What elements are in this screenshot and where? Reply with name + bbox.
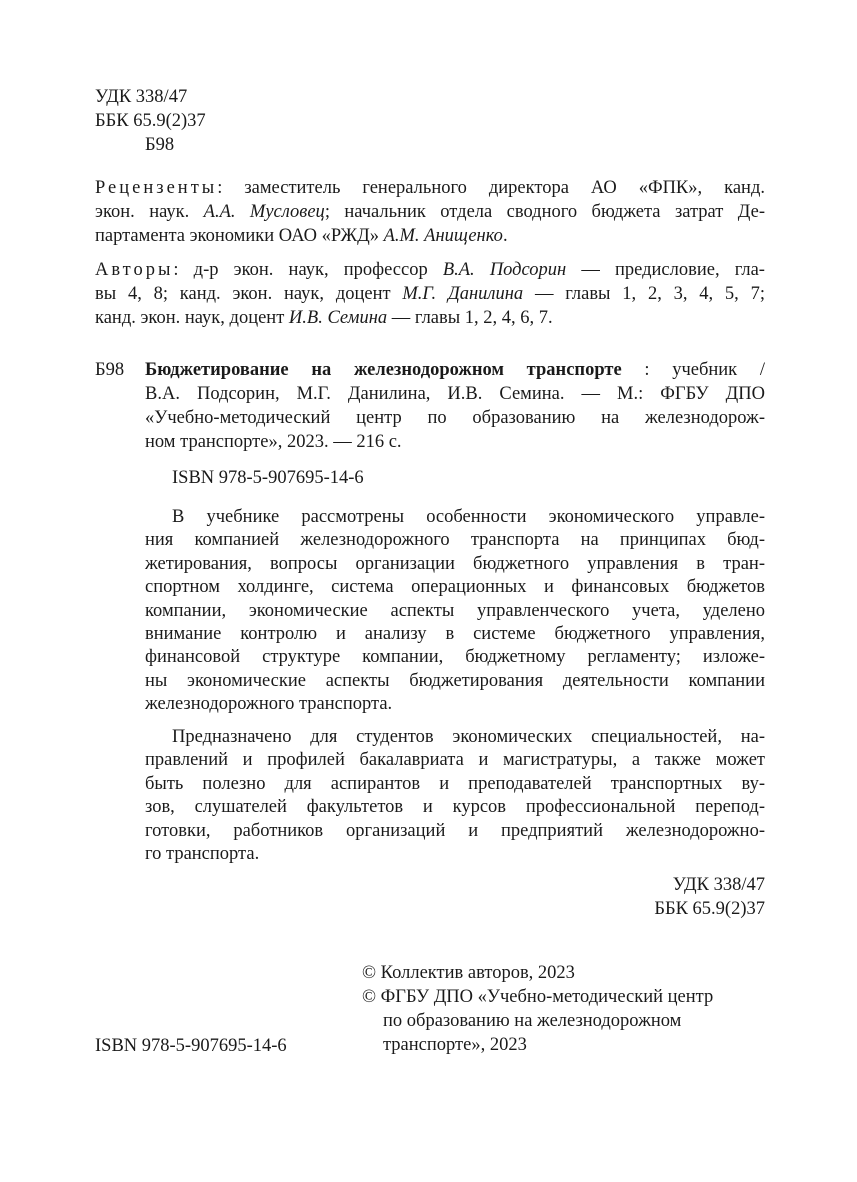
text-line (95, 258, 765, 282)
text-line (145, 726, 765, 749)
person-name: А.А. Мусловец (203, 202, 325, 222)
text-segment: внимание контролю и анализу в системе бюджетного управления, (145, 623, 765, 644)
text-line (145, 646, 765, 669)
abstract-paragraph (145, 506, 765, 717)
person-name: И.В. Семина (288, 308, 388, 328)
text-line (145, 623, 765, 646)
copyright-authors: © Коллектив авторов, 2023 (362, 963, 575, 983)
text-line (145, 796, 765, 819)
text-segment: В.А. Подсорин, М.Г. Данилина, И.В. Семина. — М.: ФГБУ ДПО (145, 384, 765, 404)
audience-paragraph (145, 726, 765, 866)
reviewers-paragraph (95, 176, 765, 248)
text-segment: : учебник / (621, 360, 766, 380)
text-segment: партамента экономики ОАО «РЖД» (95, 226, 384, 246)
section-label: Авторы (95, 260, 174, 280)
text-line (145, 406, 765, 430)
text-segment: — главы 1, 2, 4, 6, 7. (387, 308, 553, 328)
catalog-mark (95, 358, 124, 382)
book-title: Бюджетирование на железнодорожном транспорте (145, 360, 622, 380)
udk-code: УДК 338/47 (95, 87, 188, 107)
text-line (145, 553, 765, 576)
text-segment: ния компанией железнодорожного транспорта на принципах бюд- (145, 530, 765, 551)
text-line (145, 670, 765, 693)
text-segment: — предисловие, гла- (566, 260, 765, 280)
text-segment: быть полезно для аспирантов и преподавателей транспортных ву- (145, 773, 765, 794)
author-mark: Б98 (145, 135, 175, 155)
text-segment: Предназначено для студентов экономических специальностей, на- (172, 727, 765, 747)
text-segment: го транспорта. (145, 843, 260, 864)
copyright-publisher-cont: по образованию на железнодорожном (383, 1011, 682, 1031)
text-segment: экон. наук. (95, 202, 204, 222)
text-segment: ном транспорте», 2023. — 216 с. (145, 432, 402, 452)
catalog-isbn: ISBN 978-5-907695-14-6 (172, 468, 364, 488)
text-segment: . (502, 226, 508, 246)
text-segment: — главы 1, 2, 3, 4, 5, 7; (523, 284, 765, 304)
text-segment: канд. экон. наук, доцент (95, 308, 289, 328)
classification-header (95, 85, 206, 157)
text-segment: «Учебно-методический центр по образованию на железнодорож- (145, 408, 765, 428)
section-label: Рецензенты (95, 178, 218, 198)
text-segment: спортном холдинге, система операционных и финансовых бюджетов (145, 577, 765, 598)
text-line (145, 843, 765, 866)
text-segment: правлений и профилей бакалавриата и магистратуры, а также может (145, 750, 765, 771)
text-segment: ны экономические аспекты бюджетирования деятельности компании (145, 670, 765, 691)
text-line (145, 358, 765, 382)
text-line (145, 529, 765, 552)
copyright-block (362, 961, 713, 1057)
text-line (95, 282, 765, 306)
text-line (145, 600, 765, 623)
text-segment: финансовой структуре компании, бюджетному регламенту; изложе- (145, 647, 765, 668)
text-segment: зов, слушателей факультетов и курсов профессиональной перепод- (145, 797, 765, 818)
text-segment: : заместитель генерального директора АО «ФПК», канд. (217, 178, 765, 198)
text-segment: : д-р экон. наук, профессор (173, 260, 443, 280)
text-segment: В учебнике рассмотрены особенности экономического управле- (172, 507, 765, 527)
text-segment: готовки, работников организаций и предприятий железнодорожно- (145, 820, 765, 841)
text-segment: компании, экономические аспекты управленческого учета, уделено (145, 600, 765, 621)
footer-isbn-block (95, 1034, 287, 1058)
text-segment: вы 4, 8; канд. экон. наук, доцент (95, 284, 403, 304)
person-name: А.М. Анищенко (383, 226, 503, 246)
catalog-isbn-block (172, 466, 364, 490)
text-line (95, 176, 765, 200)
text-line (145, 506, 765, 529)
authors-paragraph (95, 258, 765, 330)
copyright-publisher-cont: транспорте», 2023 (383, 1035, 527, 1055)
catalog-entry (145, 358, 765, 454)
text-line (95, 200, 765, 224)
text-line (145, 576, 765, 599)
text-segment: жетирования, вопросы организации бюджетного управления в тран- (145, 553, 765, 574)
bbk-code: ББК 65.9(2)37 (95, 111, 206, 131)
footer-udk: УДК 338/47 (672, 875, 765, 895)
person-name: М.Г. Данилина (402, 284, 524, 304)
footer-classification (465, 873, 765, 921)
text-line (145, 773, 765, 796)
text-line (95, 306, 765, 330)
footer-isbn: ISBN 978-5-907695-14-6 (95, 1036, 287, 1056)
catalog-author-mark: Б98 (95, 360, 125, 380)
text-segment: ; начальник отдела сводного бюджета затрат Де- (324, 202, 766, 222)
text-line (145, 820, 765, 843)
text-line (145, 430, 765, 454)
text-line (145, 693, 765, 716)
text-line (95, 224, 765, 248)
copyright-publisher: © ФГБУ ДПО «Учебно-методический центр (362, 987, 714, 1007)
text-line (145, 382, 765, 406)
text-line (145, 749, 765, 772)
footer-bbk: ББК 65.9(2)37 (654, 899, 765, 919)
text-segment: железнодорожного транспорта. (145, 694, 393, 715)
person-name: В.А. Подсорин (442, 260, 567, 280)
